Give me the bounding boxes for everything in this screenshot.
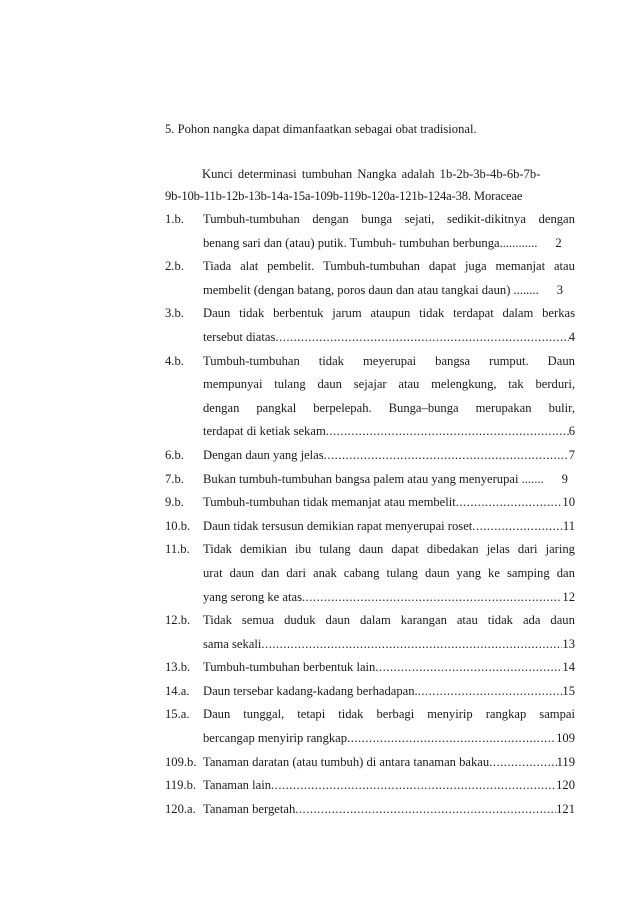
word: bunga xyxy=(361,212,393,226)
word: dan xyxy=(261,565,280,580)
key-entry-number: 13.b. xyxy=(165,660,191,675)
key-entry-number: 119.b. xyxy=(165,778,197,793)
word: dengan xyxy=(312,212,349,226)
word: Tumbuh-tumbuhan xyxy=(203,353,300,368)
key-entry-line xyxy=(203,515,575,539)
key-entry-body xyxy=(203,255,575,302)
dot-leader xyxy=(271,774,556,798)
key-entry-line xyxy=(203,491,575,515)
key-entry-number: 10.b. xyxy=(165,518,191,533)
key-entry-text: sama sekali xyxy=(203,636,262,651)
word: dengan xyxy=(203,400,240,415)
key-entry-line xyxy=(203,397,575,421)
justified-line xyxy=(203,350,575,374)
determination-key-list xyxy=(165,208,575,821)
key-entry-text: membelit (dengan batang, poros daun dan atau tangkai daun) ........ xyxy=(203,282,539,297)
key-entry-body xyxy=(203,208,575,255)
word: meyerupai xyxy=(362,353,417,368)
key-entry-number: 3.b. xyxy=(165,306,184,321)
word: tidak xyxy=(338,707,364,722)
key-entry-body xyxy=(203,798,575,822)
key-entry-body xyxy=(203,774,575,798)
key-entry-line xyxy=(203,255,575,279)
key-entry-page-ref: 10 xyxy=(562,495,575,510)
key-entry xyxy=(165,774,575,798)
word: daun xyxy=(229,565,255,580)
key-entry-body xyxy=(203,491,575,515)
key-entry-line xyxy=(203,680,575,704)
word: terdapat xyxy=(453,306,494,321)
key-entry-number: 4.b. xyxy=(165,353,184,368)
word: tulang xyxy=(319,542,351,557)
key-entry-number: 9.b. xyxy=(165,495,184,510)
justified-line xyxy=(203,302,575,326)
key-entry-number: 2.b. xyxy=(165,259,184,274)
key-entry-line xyxy=(203,727,575,751)
word: dalam xyxy=(359,613,391,628)
key-entry-number: 120.a. xyxy=(165,801,196,816)
key-entry-number: 7.b. xyxy=(165,471,184,486)
word: bulir, xyxy=(548,400,575,415)
word: bangsa xyxy=(435,353,471,368)
key-entry-line xyxy=(203,562,575,586)
justified-line xyxy=(203,562,575,586)
key-entry-text: benang sari dan (atau) putik. Tumbuh- tumbuhan berbunga............ xyxy=(203,235,538,250)
word: pangkal xyxy=(256,400,297,415)
word: dapat xyxy=(391,542,419,557)
word: atau xyxy=(553,259,575,274)
key-entry-text: tersebut diatas xyxy=(203,329,276,344)
word: tak xyxy=(508,377,524,392)
key-entry-number: 109.b. xyxy=(165,754,197,769)
key-entry-line xyxy=(203,751,575,775)
key-entry-text: Daun tersebar kadang-kadang berhadapan. xyxy=(203,683,418,698)
key-entry-line xyxy=(203,468,575,492)
word: Tumbuh-tumbuhan xyxy=(323,259,420,274)
word: berbentuk xyxy=(273,306,324,321)
key-entry-page-ref: 109 xyxy=(556,731,575,746)
key-entry-page-ref: 7 xyxy=(568,447,575,462)
key-entry-text: bercangap menyirip rangkap xyxy=(203,731,348,746)
word: dengan xyxy=(538,212,575,226)
word: karangan xyxy=(400,613,447,628)
key-entry-page-ref: 12 xyxy=(562,589,575,604)
dot-leader xyxy=(347,727,556,751)
dot-leader xyxy=(375,656,562,680)
key-entry-body xyxy=(203,703,575,750)
key-entry-page-ref: 6 xyxy=(568,424,575,439)
key-entry-body xyxy=(203,515,575,539)
key-entry-line xyxy=(203,609,575,633)
word: memanjat xyxy=(495,259,546,274)
word: ibu xyxy=(295,542,312,557)
word: Daun xyxy=(203,306,231,321)
justified-line xyxy=(203,538,575,562)
key-entry xyxy=(165,255,575,302)
key-entry xyxy=(165,208,575,255)
word: ke xyxy=(488,565,500,580)
key-entry-body xyxy=(203,468,575,492)
key-intro xyxy=(165,163,560,207)
word: melengkung, xyxy=(431,377,497,392)
key-entry-line xyxy=(203,586,575,610)
word: demikian xyxy=(240,542,287,557)
word: berkas xyxy=(542,306,575,321)
word: tetapi xyxy=(297,707,326,722)
word: tidak xyxy=(239,306,265,321)
dot-leader xyxy=(472,515,563,539)
key-entry-page-ref: 4 xyxy=(568,329,575,344)
word: berpelepah. xyxy=(313,400,372,415)
key-entry-line xyxy=(203,420,575,444)
key-entry-text: Tanaman lain xyxy=(203,778,272,793)
word: dapat xyxy=(428,259,457,274)
key-entry-text: Bukan tumbuh-tumbuhan bangsa palem atau yang menyerupai ....... xyxy=(203,471,544,486)
key-entry-body xyxy=(203,302,575,349)
word: dari xyxy=(286,565,306,580)
word: pembelit. xyxy=(267,259,315,274)
key-entry-text: Tumbuh-tumbuhan tidak memanjat atau membelit xyxy=(203,495,456,510)
word: dan xyxy=(556,565,575,580)
key-entry-line xyxy=(203,798,575,822)
key-entry xyxy=(165,680,575,704)
key-entry-body xyxy=(203,680,575,704)
dot-leader xyxy=(302,586,562,610)
word: menyirip xyxy=(427,707,473,722)
dot-leader xyxy=(261,633,562,657)
word: cabang xyxy=(343,565,380,580)
word: semua xyxy=(241,613,275,628)
key-intro-line-1: Kunci determinasi tumbuhan Nangka adalah 1b-2b-3b-4b-6b-7b- xyxy=(202,167,541,181)
word: tunggal, xyxy=(243,707,285,722)
word: ataupun xyxy=(370,306,411,321)
dot-leader xyxy=(456,491,563,515)
word: Tidak xyxy=(203,542,232,557)
key-entry xyxy=(165,703,575,750)
key-entry-line xyxy=(203,208,575,232)
word: juga xyxy=(464,259,487,274)
word: daun xyxy=(425,565,450,580)
word: sampai xyxy=(539,707,575,722)
key-intro-line-2: 9b-10b-11b-12b-13b-14a-15a-109b-119b-120a-121b-124a-38. Moraceae xyxy=(165,189,523,203)
key-entry-body xyxy=(203,350,575,444)
key-entry xyxy=(165,302,575,349)
word: jarum xyxy=(332,306,362,321)
key-entry-number: 6.b. xyxy=(165,447,184,462)
key-entry-page-ref: 13 xyxy=(562,636,575,651)
dot-leader xyxy=(489,751,556,775)
word: daun xyxy=(325,613,350,628)
key-entry-body xyxy=(203,656,575,680)
word: berbagi xyxy=(376,707,415,722)
key-entry-page-ref: 121 xyxy=(556,801,575,816)
justified-line xyxy=(203,373,575,397)
word: ada xyxy=(522,613,541,628)
key-entry-page-ref: 15 xyxy=(562,683,575,698)
word: sejati, xyxy=(404,212,435,226)
key-entry xyxy=(165,350,575,444)
key-entry-page-ref: 119 xyxy=(556,754,575,769)
word: tulang xyxy=(386,565,418,580)
word: tulang xyxy=(274,377,306,392)
key-entry-page-ref: 120 xyxy=(556,778,575,793)
dot-leader xyxy=(275,326,568,350)
word: Daun xyxy=(203,707,231,722)
word: alat xyxy=(240,259,259,274)
dot-leader xyxy=(418,680,563,704)
word: Bunga–bunga xyxy=(388,400,459,415)
word: Tiada xyxy=(203,259,232,274)
key-entry-line xyxy=(203,444,575,468)
key-entry-line xyxy=(203,326,575,350)
word: sejajar xyxy=(353,377,387,392)
word: anak xyxy=(312,565,337,580)
word: berduri, xyxy=(535,377,575,392)
dot-leader xyxy=(324,444,569,468)
key-entry-text: Dengan daun yang jelas xyxy=(203,447,324,462)
key-entry xyxy=(165,751,575,775)
key-entry-page-ref: 11 xyxy=(562,518,575,533)
word: daun xyxy=(358,542,384,557)
word: mempunyai xyxy=(203,377,263,392)
word: tidak xyxy=(487,613,513,628)
key-entry-number: 14.a. xyxy=(165,683,190,698)
key-entry-text: Tanaman bergetah xyxy=(203,801,296,816)
key-entry-number: 11.b. xyxy=(165,542,190,557)
key-entry-text: yang serong ke atas xyxy=(203,589,302,604)
word: sedikit-dikitnya xyxy=(446,212,526,226)
key-entry xyxy=(165,515,575,539)
key-entry-line xyxy=(203,279,575,303)
word: rumput. xyxy=(489,353,529,368)
justified-line xyxy=(203,703,575,727)
key-entry-line xyxy=(203,774,575,798)
key-entry-text: terdapat di ketiak sekam xyxy=(203,424,326,439)
word: jelas xyxy=(486,542,510,557)
word: dari xyxy=(517,542,538,557)
word: dibedakan xyxy=(426,542,479,557)
key-entry-page-ref: 3 xyxy=(556,282,564,297)
key-entry-line xyxy=(203,656,575,680)
dot-leader xyxy=(326,420,569,444)
key-entry-page-ref: 14 xyxy=(562,660,575,675)
word: daun xyxy=(550,613,575,628)
key-entry-number: 1.b. xyxy=(165,212,184,226)
word: yang xyxy=(456,565,482,580)
key-entry-body xyxy=(203,444,575,468)
key-entry-page-ref: 2 xyxy=(555,235,562,250)
key-entry-line xyxy=(203,350,575,374)
intro-line: 5. Pohon nangka dapat dimanfaatkan sebagai obat tradisional. xyxy=(165,122,477,136)
word: merupakan xyxy=(475,400,532,415)
key-entry xyxy=(165,609,575,656)
key-entry-text: Daun tidak tersusun demikian rapat menyerupai roset xyxy=(203,518,473,533)
key-entry-line xyxy=(203,538,575,562)
justified-line xyxy=(203,397,575,421)
word: atau xyxy=(398,377,420,392)
key-entry xyxy=(165,798,575,822)
key-entry-text: Tanaman daratan (atau tumbuh) di antara tanaman bakau xyxy=(203,754,490,769)
key-entry-line xyxy=(203,232,575,256)
key-entry xyxy=(165,656,575,680)
key-entry-body xyxy=(203,751,575,775)
word: Daun xyxy=(547,353,575,368)
key-entry-line xyxy=(203,633,575,657)
word: tidak xyxy=(318,353,344,368)
key-entry-body xyxy=(203,609,575,656)
word: daun xyxy=(317,377,342,392)
justified-line xyxy=(203,255,575,279)
key-entry-number: 15.a. xyxy=(165,707,190,722)
word: urat xyxy=(203,565,223,580)
key-entry xyxy=(165,444,575,468)
word: Tumbuh-tumbuhan xyxy=(203,212,300,226)
justified-line xyxy=(203,609,575,633)
dot-leader xyxy=(295,798,556,822)
word: samping xyxy=(506,565,550,580)
key-entry-number: 12.b. xyxy=(165,613,191,628)
key-entry xyxy=(165,491,575,515)
key-entry xyxy=(165,468,575,492)
word: atau xyxy=(456,613,478,628)
key-entry-body xyxy=(203,538,575,609)
word: dalam xyxy=(502,306,534,321)
word: rangkap xyxy=(485,707,527,722)
key-entry xyxy=(165,538,575,609)
word: jaring xyxy=(545,542,575,557)
word: Tidak xyxy=(203,613,232,628)
justified-line xyxy=(203,208,575,232)
key-entry-page-ref: 9 xyxy=(561,471,568,486)
key-entry-text: Tumbuh-tumbuhan berbentuk lain xyxy=(203,660,376,675)
word: tidak xyxy=(419,306,445,321)
key-entry-line xyxy=(203,373,575,397)
key-entry-line xyxy=(203,302,575,326)
key-entry-line xyxy=(203,703,575,727)
word: duduk xyxy=(284,613,316,628)
